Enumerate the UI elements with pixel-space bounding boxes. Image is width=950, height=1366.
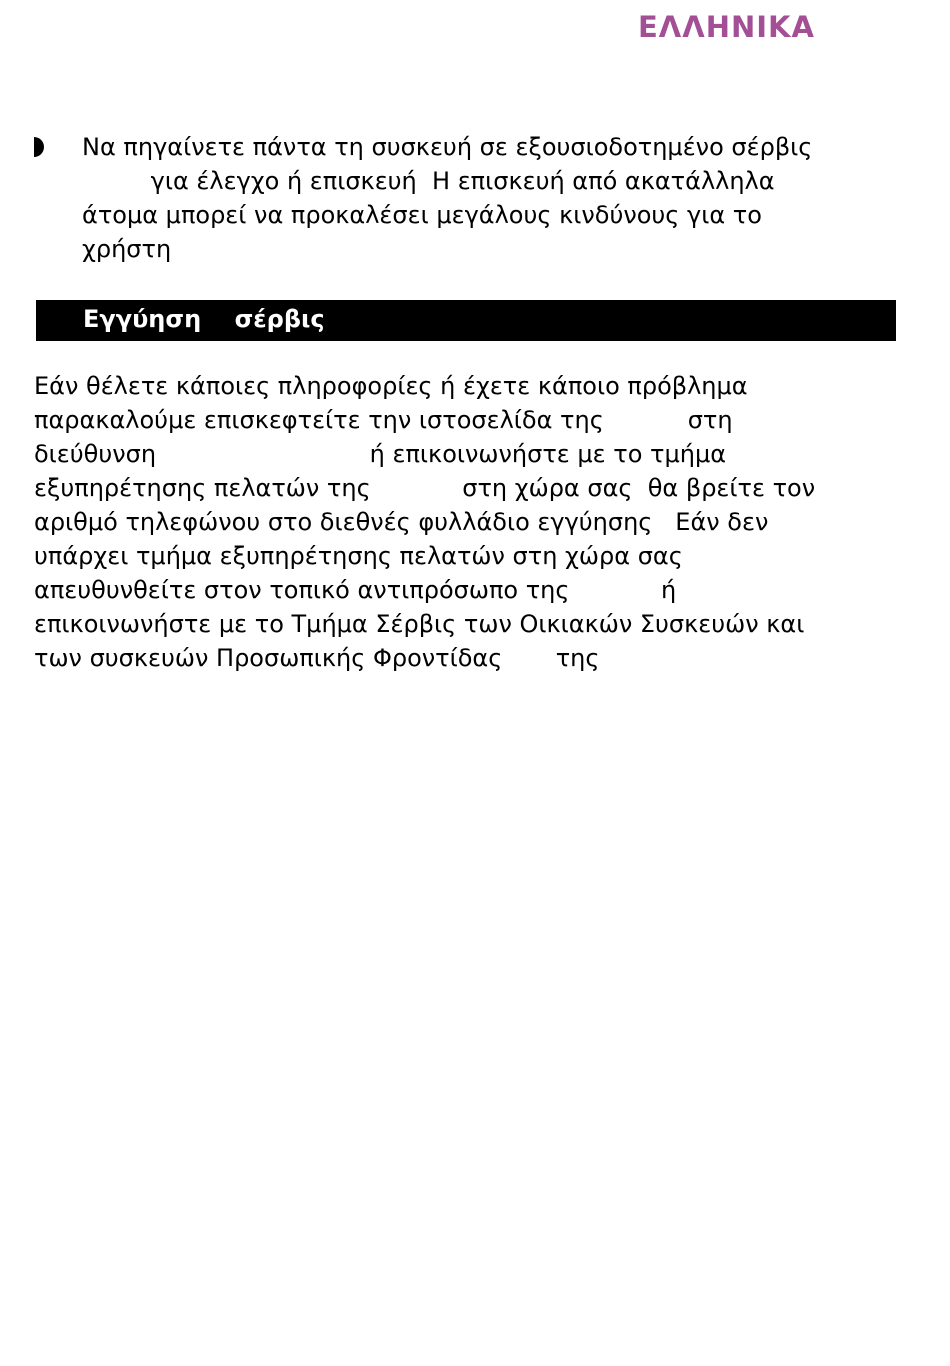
paragraph-line: αριθμό τηλεφώνου στο διεθνές φυλλάδιο εγγύησης Εάν δεν — [34, 508, 769, 536]
half-circle-bullet-icon — [34, 137, 47, 157]
paragraph-line: απευθυνθείτε στον τοπικό αντιπρόσωπο της ή — [34, 576, 677, 604]
paragraph-line: εξυπηρέτησης πελατών της στη χώρα σας θα βρείτε τον — [34, 474, 816, 502]
paragraph-line: επικοινωνήστε με το Τμήμα Σέρβις των Οικιακών Συσκευών και — [34, 610, 805, 638]
bullet-text-line: χρήστη — [82, 235, 172, 263]
bullet-text-line: άτομα μπορεί να προκαλέσει μεγάλους κινδύνους για το — [82, 201, 762, 229]
language-header: ΕΛΛΗΝΙΚΑ — [638, 10, 815, 44]
paragraph-line: διεύθυνση ή επικοινωνήστε με το τμήμα — [34, 440, 727, 468]
paragraph-line: παρακαλούμε επισκεφτείτε την ιστοσελίδα της στη — [34, 406, 733, 434]
bullet-text-line: Να πηγαίνετε πάντα τη συσκευή σε εξουσιοδοτημένο σέρβις — [82, 133, 813, 161]
paragraph-line: Εάν θέλετε κάποιες πληροφορίες ή έχετε κάποιο πρόβλημα — [34, 372, 748, 400]
bullet-text-line: για έλεγχο ή επισκευή Η επισκευή από ακατάλληλα — [82, 167, 775, 195]
section-heading-bar — [36, 300, 896, 341]
section-heading-title: Εγγύηση σέρβις — [83, 305, 325, 333]
paragraph-line: των συσκευών Προσωπικής Φροντίδας της — [34, 644, 600, 672]
paragraph-line: υπάρχει τμήμα εξυπηρέτησης πελατών στη χώρα σας — [34, 542, 683, 570]
